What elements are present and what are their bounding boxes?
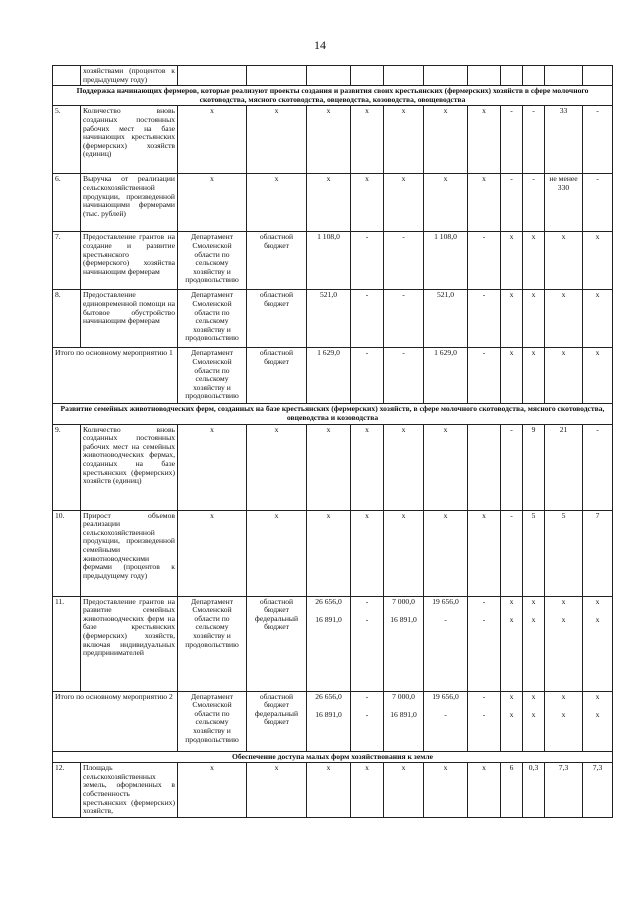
cell xyxy=(583,691,613,751)
cell: 1 629,0 xyxy=(424,348,468,404)
cell: 7 xyxy=(583,510,613,596)
value-federal: 16 891,0 xyxy=(390,710,417,720)
cell: - xyxy=(501,424,523,510)
total-row xyxy=(53,348,613,404)
cell: не менее 330 xyxy=(545,174,583,232)
cell: х xyxy=(384,106,424,174)
table-row xyxy=(53,596,613,691)
cell: х xyxy=(247,510,307,596)
cell: х xyxy=(523,290,545,348)
cell: х xyxy=(384,510,424,596)
cell: х xyxy=(384,424,424,510)
table-row xyxy=(53,106,613,174)
page-number: 14 xyxy=(314,38,326,52)
table-row xyxy=(53,290,613,348)
cell: х xyxy=(307,106,351,174)
value-regional: 7 000,0 xyxy=(392,596,415,606)
cell: 1 108,0 xyxy=(307,232,351,290)
row-number: 11. xyxy=(53,596,81,691)
cell: х xyxy=(384,174,424,232)
value-federal: - xyxy=(365,615,369,625)
value-federal: х xyxy=(509,710,514,720)
source-cell xyxy=(247,691,307,751)
cell xyxy=(384,691,424,751)
row-name: Площадь сельскохозяйственных земель, оформленных в собственность крестьянских (фермерских) хозяйств, xyxy=(81,763,178,818)
section-heading-row xyxy=(53,404,613,424)
cell xyxy=(307,691,351,751)
cell: 521,0 xyxy=(307,290,351,348)
value-federal: 16 891,0 xyxy=(390,615,417,625)
cell: х xyxy=(178,174,247,232)
value-regional: - xyxy=(482,596,486,606)
cell: х xyxy=(501,232,523,290)
cell: - xyxy=(384,232,424,290)
value-regional: - xyxy=(365,691,369,701)
value-federal: х xyxy=(509,615,514,625)
row-number: 8. xyxy=(53,290,81,348)
cell: х xyxy=(583,348,613,404)
source-cell: областной бюджет xyxy=(247,232,307,290)
cell xyxy=(523,596,545,691)
section-heading-row xyxy=(53,86,613,106)
cell xyxy=(501,691,523,751)
cell xyxy=(545,691,583,751)
row-number: 6. xyxy=(53,174,81,232)
cell: х xyxy=(468,763,501,818)
cell: х xyxy=(424,510,468,596)
cell: х xyxy=(523,348,545,404)
value-regional: 19 656,0 xyxy=(432,691,459,701)
cell: х xyxy=(351,106,384,174)
cell: - xyxy=(468,290,501,348)
row-name: Прирост объемов реализации сельскохозяйственной продукции, произведенной семейными животноводческими фермами (процентов к предыдущему году) xyxy=(81,510,178,596)
cell: х xyxy=(501,290,523,348)
cell: х xyxy=(468,510,501,596)
cell: х xyxy=(247,763,307,818)
table-row xyxy=(53,174,613,232)
cell: х xyxy=(307,424,351,510)
cell: х xyxy=(424,174,468,232)
row-name: Итого по основному мероприятию 2 xyxy=(53,691,178,751)
section-heading: Развитие семейных животноводческих ферм, созданных на базе крестьянских (фермерских) хозяйств, в сфере молочного скотоводства, мясного скотоводства, овцеводства и козоводства xyxy=(53,404,613,424)
cell: - xyxy=(501,174,523,232)
value-regional: х xyxy=(595,596,600,606)
cell: 21 xyxy=(545,424,583,510)
cell: х xyxy=(523,232,545,290)
cell xyxy=(351,596,384,691)
cell: х xyxy=(545,290,583,348)
cell: 0,3 xyxy=(523,763,545,818)
row-number: 9. xyxy=(53,424,81,510)
cell: х xyxy=(307,174,351,232)
source-cell: областной бюджет xyxy=(247,290,307,348)
cell: 1 629,0 xyxy=(307,348,351,404)
cell: - xyxy=(351,348,384,404)
cell: 1 108,0 xyxy=(424,232,468,290)
responsible-cell: Департамент Смоленской области по сельскому хозяйству и продовольствию xyxy=(178,290,247,348)
value-regional: 19 656,0 xyxy=(432,596,459,606)
value-federal: х xyxy=(561,615,566,625)
cell xyxy=(424,691,468,751)
cell: х xyxy=(424,763,468,818)
table-row xyxy=(53,424,613,510)
cell: 33 xyxy=(545,106,583,174)
cell: х xyxy=(351,174,384,232)
cell: 6 xyxy=(501,763,523,818)
value-regional: - xyxy=(482,691,486,701)
value-regional: х xyxy=(509,596,514,606)
cell xyxy=(501,596,523,691)
row-name: Выручка от реализации сельскохозяйственной продукции, произведенной начинающими фермерами (тыс. рублей) xyxy=(81,174,178,232)
cell: х xyxy=(351,510,384,596)
cell: - xyxy=(384,290,424,348)
row-name: хозяйствами (процентов к предыдущему году) xyxy=(81,66,178,86)
cell: х xyxy=(424,424,468,510)
cell: х xyxy=(247,106,307,174)
cell: 5 xyxy=(523,510,545,596)
cell: х xyxy=(384,763,424,818)
cell: х xyxy=(307,763,351,818)
value-federal: - xyxy=(444,710,447,720)
section-heading: Поддержка начинающих фермеров, которые реализуют проекты создания и развития своих крестьянских (фермерских) хозяйств в сфере молочного скотоводства, мясного скотоводства, овцеводства, козоводства, овощеводства xyxy=(53,86,613,106)
row-name: Количество вновь созданных постоянных рабочих мест на базе начинающих крестьянских (фермерских) хозяйств (единиц) xyxy=(81,106,178,174)
source-regional: областной бюджет xyxy=(259,691,294,710)
cell: - xyxy=(351,290,384,348)
value-federal: х xyxy=(561,710,566,720)
cell: х xyxy=(545,232,583,290)
value-federal: - xyxy=(365,710,369,720)
cell xyxy=(523,691,545,751)
cell: х xyxy=(178,106,247,174)
cell: 5 xyxy=(545,510,583,596)
table-row xyxy=(53,763,613,818)
cell xyxy=(307,596,351,691)
cell: - xyxy=(351,232,384,290)
cell: х xyxy=(351,763,384,818)
row-name: Предоставление грантов на развитие семейных животноводческих ферм на базе крестьянских (фермерских) хозяйств, включая индивидуальных предпринимателей xyxy=(81,596,178,691)
responsible-cell: Департамент Смоленской области по сельскому хозяйству и продовольствию xyxy=(178,691,247,751)
cell: - xyxy=(501,106,523,174)
cell: х xyxy=(583,232,613,290)
cell: х xyxy=(307,510,351,596)
row-number: 5. xyxy=(53,106,81,174)
row-number: 7. xyxy=(53,232,81,290)
source-federal: федеральный бюджет xyxy=(254,613,299,632)
cell xyxy=(468,596,501,691)
program-table xyxy=(52,65,613,818)
cell: х xyxy=(468,174,501,232)
source-federal: федеральный бюджет xyxy=(254,708,299,727)
value-regional: 26 656,0 xyxy=(315,691,342,701)
value-federal: - xyxy=(444,615,447,625)
cell: 521,0 xyxy=(424,290,468,348)
cell: - xyxy=(384,348,424,404)
value-regional: х xyxy=(561,596,566,606)
cell: х xyxy=(351,424,384,510)
value-regional: х xyxy=(531,691,536,701)
cell: 9 xyxy=(523,424,545,510)
row-name: Количество вновь созданных постоянных рабочих мест на семейных животноводческих фермах, созданных на базе крестьянских (фермерских) хозяйств (единиц) xyxy=(81,424,178,510)
cell xyxy=(583,596,613,691)
value-federal: х xyxy=(531,615,536,625)
cell: - xyxy=(468,348,501,404)
source-regional: областной бюджет xyxy=(259,596,294,615)
cell: х xyxy=(178,763,247,818)
row-name: Итого по основному мероприятию 1 xyxy=(53,348,178,404)
cell: - xyxy=(523,174,545,232)
value-regional: х xyxy=(595,691,600,701)
cell: х xyxy=(247,424,307,510)
row-number: 10. xyxy=(53,510,81,596)
value-federal: х xyxy=(595,710,600,720)
cell xyxy=(351,691,384,751)
cell: х xyxy=(247,174,307,232)
cell: х xyxy=(468,106,501,174)
value-regional: х xyxy=(531,596,536,606)
cell: - xyxy=(583,424,613,510)
value-regional: - xyxy=(365,596,369,606)
cell: х xyxy=(545,348,583,404)
cell: х xyxy=(178,510,247,596)
responsible-cell: Департамент Смоленской области по сельскому хозяйству и продовольствию xyxy=(178,596,247,691)
cell: х xyxy=(583,290,613,348)
section-heading-row xyxy=(53,751,613,763)
cell: - xyxy=(501,510,523,596)
cell: - xyxy=(583,106,613,174)
source-cell xyxy=(247,596,307,691)
cell xyxy=(468,691,501,751)
row-number: 12. xyxy=(53,763,81,818)
cell: 7,3 xyxy=(545,763,583,818)
value-regional: х xyxy=(561,691,566,701)
source-cell: областной бюджет xyxy=(247,348,307,404)
cell: - xyxy=(468,232,501,290)
cell: х xyxy=(501,348,523,404)
cell xyxy=(424,596,468,691)
cell xyxy=(384,596,424,691)
value-regional: 7 000,0 xyxy=(392,691,415,701)
table-row xyxy=(53,66,613,86)
section-heading: Обеспечение доступа малых форм хозяйствования к земле xyxy=(53,751,613,763)
responsible-cell: Департамент Смоленской области по сельскому хозяйству и продовольствию xyxy=(178,232,247,290)
cell: х xyxy=(178,424,247,510)
value-federal: 16 891,0 xyxy=(315,615,342,625)
cell xyxy=(545,596,583,691)
value-regional: х xyxy=(509,691,514,701)
cell: 7,3 xyxy=(583,763,613,818)
value-regional: 26 656,0 xyxy=(315,596,342,606)
row-name: Предоставление грантов на создание и развитие крестьянского (фермерского) хозяйства начинающим фермерам xyxy=(81,232,178,290)
table-row xyxy=(53,510,613,596)
responsible-cell: Департамент Смоленской области по сельскому хозяйству и продовольствию xyxy=(178,348,247,404)
value-federal: 16 891,0 xyxy=(315,710,342,720)
cell: - xyxy=(583,174,613,232)
value-federal: - xyxy=(482,710,486,720)
value-federal: - xyxy=(482,615,486,625)
total-row xyxy=(53,691,613,751)
value-federal: х xyxy=(531,710,536,720)
cell xyxy=(468,424,501,510)
table-row xyxy=(53,232,613,290)
cell: х xyxy=(424,106,468,174)
row-name: Предоставление единовременной помощи на бытовое обустройство начинающим фермерам xyxy=(81,290,178,348)
value-federal: х xyxy=(595,615,600,625)
cell: - xyxy=(523,106,545,174)
